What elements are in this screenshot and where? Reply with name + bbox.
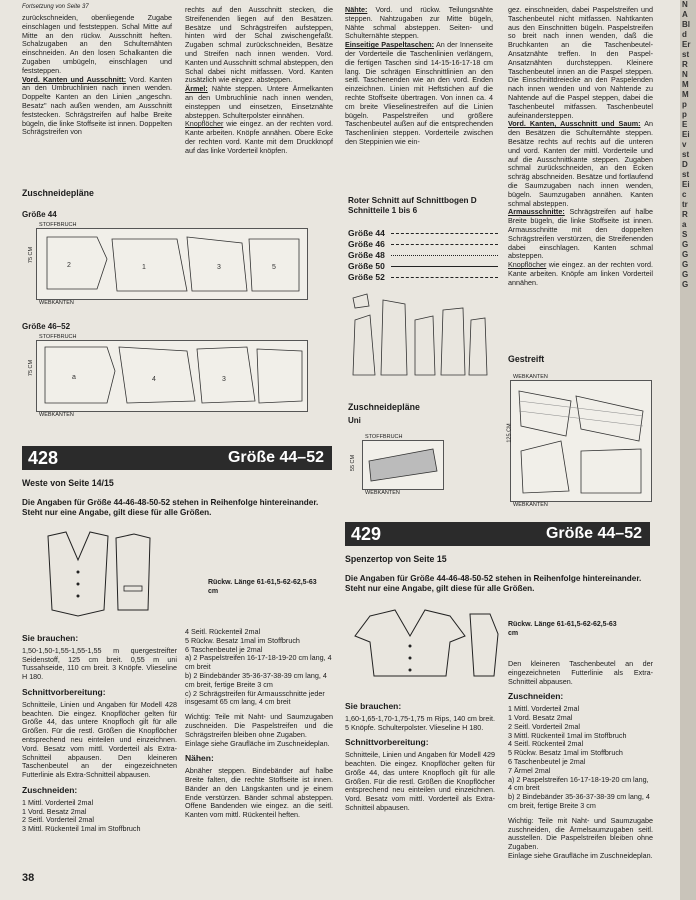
- col4-paragraph-2: An den Besätzen die Schulternähte steppen. Besätze rechts auf rechts auf die unteren und vord. Kanten der mittl. Vorderteile und auf die Ausschnittkante steppen. Zugaben schmal zurückschneiden, an den Ecken schräg abschneiden. Besätze und fortlaufend die Saumzugaben nach innen wenden, bügeln. Saumzugaben annähen. Kanten schmal absteppen.: [508, 119, 653, 208]
- col3-paragraph-2: An der Innenseite der Vorderteile die Taschenlinien verlängern, die fertigen Taschen sind 14-15-16-17-18 cm lang. Die schrägen Einschnittlinien an den seitl. Taschenenden wie an den vord. Enden einzeichnen. Linien mit Heftstichen auf die rechte Stoffseite übertragen. Von innen ca. 4 cm breite Vlieselinestreifen auf die Linien bügeln. Paspelstreifen und größere Taschenbeutel außen auf die entsprechenden Taschenlinien steppen. Vorderteile zwischen den Steppinien wie ein-: [345, 40, 494, 146]
- svg-text:2: 2: [67, 262, 71, 269]
- uni-label: Uni: [348, 416, 361, 425]
- intro-428: Die Angaben für Größe 44-46-48-50-52 stehen in Reihenfolge hintereinander. Steht nur eine Angabe, gilt diese für alle Größen.: [22, 498, 319, 517]
- size-line-50: Größe 50: [348, 261, 498, 272]
- size-44-label: Größe 44: [22, 210, 57, 219]
- col4-paragraph-3: Schrägstreifen auf halbe Breite bügeln, die linke Stoffseite ist innen. Armausschnitte mit den doppelten Schrägstreifen verstürzen, die Streifenenden dabei einschlagen. Kanten schmal absteppen.: [508, 207, 654, 261]
- size-line-46: Größe 46: [348, 239, 498, 250]
- running-head: Fortsetzung von Seite 37: [22, 4, 89, 10]
- pattern-pieces-striped: [511, 381, 651, 501]
- width-125-label: 125 CM: [506, 423, 513, 443]
- size-range-428: Größe 44–52: [227, 449, 324, 466]
- width-75-label-2: 75 CM: [28, 359, 35, 377]
- back-length-428: Rückw. Länge 61-61,5-62-62,5-63 cm: [208, 579, 317, 595]
- materials-429: 1,60-1,65-1,70-1,75-1,75 m Rips, 140 cm breit. 5 Knöpfe. Schulterpolster. Vlieseline H 180.: [345, 713, 495, 732]
- materials-heading-428: Sie brauchen:: [22, 633, 79, 643]
- size-46-52-label: Größe 46–52: [22, 322, 71, 331]
- col1-heading: Vord. Kanten und Ausschnitt:: [22, 74, 127, 84]
- cutting-plans-uni-title: Zuschneidepläne: [348, 402, 420, 412]
- back-length-429: Rückw. Länge 61-61,5-62-62,5-63 cm: [508, 621, 617, 637]
- col429-left: [345, 696, 495, 813]
- size-line-52: Größe 52: [348, 272, 498, 283]
- cutting-diagram-44: [36, 222, 308, 306]
- size-line-legend: [348, 228, 498, 283]
- banner-429: [345, 522, 650, 546]
- cutting-diagram-uni: [362, 434, 444, 496]
- size-range-429: Größe 44–52: [545, 525, 642, 542]
- prep-heading-429: Schnittvorbereitung:: [345, 737, 429, 748]
- col2-heading-2: Knopflöcher: [185, 119, 224, 129]
- cutting-list-428: 1 Mittl. Vorderteil 2mal 1 Vord. Besatz 2mal 2 Seitl. Vorderteil 2mal 3 Mittl. Rückenteil 1mal im Stoffbruch: [22, 797, 141, 834]
- next-page-edge: N A Bl d Er st R N M M p p E Ei v st D st Ei c tr R a S G G G G G: [680, 0, 696, 900]
- important-note-429: Wichtig: Teile mit Naht- und Saumzugabe zuschneiden, die Ärmelsaumzugaben seitl. ausstellen. Die Paspelstreifen bleiben ohne Zugaben.: [508, 815, 653, 852]
- pattern-pieces-46-52: [37, 341, 307, 411]
- column-4-text: [508, 6, 653, 288]
- cutting-list-429: 1 Mittl. Vorderteil 2mal 1 Vord. Besatz 2mal 2 Seitl. Vorderteil 2mal 3 Mittl. Rückenteil 1mal im Stoffbruch 4 Seitl. Rückenteil 2mal 5 Rückw. Besatz 1mal im Stoffbruch 6 Taschenbeutel je 2mal 7 Ärmel 2mal a) 2 Paspelstreifen 16-17-18-19-20 cm lang, 4 cm breit b) 2 Bindebänder 35-36-37-38-39 cm lang, 4 cm breit, fertige Breite 3 cm: [508, 704, 650, 810]
- svg-text:3: 3: [217, 264, 221, 271]
- sewing-heading-428: Nähen:: [185, 753, 214, 764]
- cutting-plans-title: Zuschneidepläne: [22, 188, 94, 198]
- striped-label: Gestreift: [508, 354, 545, 364]
- size-line-44: Größe 44: [348, 228, 498, 239]
- pattern-pieces-uni: [363, 441, 443, 489]
- column-1-text: [22, 14, 172, 137]
- fold-label: STOFFBRUCH: [39, 222, 77, 228]
- size-line-48: Größe 48: [348, 250, 498, 261]
- col4-heading: Vord. Kanten, Ausschnitt und Saum:: [508, 119, 641, 129]
- col4-heading-2: Armausschnitte:: [508, 207, 565, 217]
- model-number-428: 428: [28, 448, 59, 468]
- intro-429: Die Angaben für Größe 44-46-48-50-52 stehen in Reihenfolge hintereinander. Steht nur eine Angabe, gilt diese für alle Größen.: [345, 574, 642, 593]
- selvage-label-4: WEBKANTEN: [513, 374, 548, 380]
- svg-text:3: 3: [222, 376, 226, 383]
- col1-paragraph-2: Vord. Kanten an den Umbruchlinien nach innen wenden. Doppelte Kanten an den Linien „angeschn. Besatz" nach außen wenden, am Ausschnitt feststecken. Schrägstreifen auf halbe Breite bügeln, die linke Stoffseite ist innen. Doppelten Schrägstreifen von: [22, 74, 173, 137]
- selvage-label: WEBKANTEN: [39, 300, 74, 306]
- col4-heading-3: Knopflöcher: [508, 260, 547, 270]
- banner-428: [22, 446, 332, 470]
- title-428: Weste von Seite 14/15: [22, 478, 114, 488]
- pattern-pieces-sketch: [345, 290, 495, 385]
- title-429: Spenzertop von Seite 15: [345, 554, 447, 564]
- col2-paragraph: rechts auf den Ausschnitt stecken, die Streifenenden liegen auf den Besätzen. Besätze und Schrägstreifen aufsteppen, hinten wird der Schal zwischengefaßt. Zugaben schmal zurückschneiden, Besätze und Streifen nach innen wenden. Vord. Kanten und Ausschnitt schmal absteppen, den Schal dabei nicht mitfassen. Vord. Kanten zusätzlich wie eingez. absteppen.: [185, 5, 333, 85]
- prep-heading-428: Schnittvorbereitung:: [22, 686, 106, 697]
- prep-429: Schnitteile, Linien und Angaben für Modell 429 beachten. Die eingez. Knopflöcher gelten für Größe 44, das untere Knopfloch gilt für alle Größen. Für die restl. Größen die Knopflöcher entsprechend neu einteilen und einzeichnen. Vord. Besatz vom mittl. Vorderteil als Extra-Schnitteil abpausen.: [345, 750, 495, 812]
- important-note-428: Wichtig: Teile mit Naht- und Saumzugaben zuschneiden. Die Paspelstreifen und die Schrägstreifen bleiben ohne Zugaben.: [185, 712, 333, 739]
- fold-label-3: STOFFBRUCH: [365, 434, 403, 440]
- cutting-list-428b: 4 Seitl. Rückenteil 2mal 5 Rückw. Besatz 1mal im Stoffbruch 6 Taschenbeutel je 2mal a) 2 Paspelstreifen 16-17-18-19-20 cm lang, 4 cm breit b) 2 Bindebänder 35-36-37-38-39 cm lang, 4 cm breit, fertige Breite 3 cm c) 2 Schrägstreifen für Armausschnitte jeder insgesamt 65 cm lang, 4 cm breit: [185, 627, 332, 707]
- prep-428: Schnitteile, Linien und Angaben für Modell 428 beachten. Die eingez. Knopflöcher gelten für Größe 44, das untere Knopfloch gilt für alle Größen. Für die restl. Größen die Knopflöcher entsprechend neu einteilen und einzeichnen. Vord. Besatz vom mittl. Vorderteil als Extra-Schnitteil abpausen. Den kleineren Taschenbeutel an der eingezeichneten Futterlinie als Extra-Schnitteil abpausen.: [22, 699, 177, 780]
- col3-heading: Einseitige Paspeltaschen:: [345, 40, 435, 50]
- col428-left: [22, 628, 177, 834]
- svg-text:1: 1: [142, 264, 146, 271]
- width-55-label: 55 CM: [350, 454, 357, 472]
- cutting-diagram-striped: [510, 374, 652, 508]
- selvage-label-3: WEBKANTEN: [365, 490, 400, 496]
- pattern-pieces-44: [37, 229, 307, 299]
- col2-paragraph-2: Nähte steppen. Untere Ärmelkanten an den Umbruchlinie nach innen wenden, einsteppen und einsetzen, Einsetznähte absteppen. Schulterpolster einnähen.: [185, 84, 333, 120]
- svg-text:a: a: [72, 374, 76, 381]
- col4-paragraph-4: wie eingez. an der rechten vord. Kante arbeiten. Knöpfe am linken Vorderteil annähen.: [508, 260, 653, 287]
- interfacing-note-428: Einlage siehe Graufläche im Zuschneideplan.: [185, 738, 330, 748]
- col2-heading: Ärmel:: [185, 84, 208, 94]
- svg-text:5: 5: [272, 264, 276, 271]
- materials-428: 1,50-1,50-1,55-1,55-1,55 m quergestreifter Seidenstoff, 125 cm breit. 0,55 m uni Tussahseide, 110 cm breit. 3 Knöpfe. Vlieseline H 180.: [22, 645, 177, 682]
- col3-paragraph: Vord. und rückw. Teilungsnähte steppen. Nahtzugaben zur Mitte bügeln, Nähte schmal absteppen. Seiten- und Schulternähte steppen.: [345, 5, 494, 41]
- col1-paragraph: zurückschneiden, obenliegende Zugabe einschlagen und feststeppen. Schal Mitte auf Mitte an den rückw. Ausschnitt heften. Schalzugaben an den Schulternähten einschneiden. An den losen Schalkanten die Zugaben umbügeln, einschlagen und feststeppen.: [22, 13, 172, 75]
- cutting-diagram-46-52: [36, 334, 308, 418]
- model-number-429: 429: [351, 524, 382, 544]
- interfacing-note-429: Einlage siehe Graufläche im Zuschneideplan.: [508, 850, 653, 860]
- top-illustration: [350, 606, 500, 686]
- pocket-note-429: Den kleineren Taschenbeutel an der eingezeichneten Futterlinie als Extra-Schnitteil abpausen.: [508, 659, 653, 686]
- col2-paragraph-3: wie eingez. an der rechten vord. Kante arbeiten. Knöpfe annähen. Obere Ecke der rechten vord. Kante mit dem Druckknopf auf das linke Vorderteil knöpfen.: [185, 119, 333, 155]
- cutting-heading-428: Zuschneiden:: [22, 784, 78, 795]
- fold-label-2: STOFFBRUCH: [39, 334, 77, 340]
- column-3-text: [345, 6, 493, 147]
- sewing-428: Abnäher steppen. Bindebänder auf halbe Breite falten, die rechte Stoffseite ist innen. Bänder an den Längskanten und je einem Ende verstürzen. Bänder schmal absteppen. Offene Bandenden wie eingez. an die seitl. Kanten vom mittl. Rückenteil heften.: [185, 766, 333, 820]
- selvage-label-5: WEBKANTEN: [513, 502, 548, 508]
- red-pattern-title: Roter Schnitt auf Schnittbogen D Schnitteile 1 bis 6: [348, 196, 477, 215]
- width-75-label: 75 CM: [28, 246, 35, 264]
- col4-paragraph: gez. einschneiden, dabei Paspelstreifen und Taschenbeutel nicht mitfassen. Nahtkanten aus den Einschnitten bügeln. Paspelstreifen so breit nach innen wenden, daß die Bruchkanten an die Taschenbeutel-Ansatznähte treffen. In den Paspel-Ansatznähten durchsteppen. Kleinere Taschenbeutel innen an die Paspel steppen. Die Einschnittdreiecke an den Paspelenden nach innen wenden und von Nahtende zu Nahtende auf die Paspel steppen, dabei die Taschenbeutel mitfassen. Taschenbeutel aufeinandersteppen.: [508, 5, 653, 120]
- svg-text:4: 4: [152, 376, 156, 383]
- materials-heading-429: Sie brauchen:: [345, 701, 402, 711]
- column-2-text: [185, 6, 333, 156]
- vest-illustration: [38, 530, 158, 620]
- page-number: 38: [22, 872, 35, 884]
- selvage-label-2: WEBKANTEN: [39, 412, 74, 418]
- col3-heading-0: Nähte:: [345, 5, 368, 14]
- cutting-heading-429: Zuschneiden:: [508, 691, 564, 702]
- col428-right: [185, 628, 333, 820]
- col429-right: [508, 660, 653, 861]
